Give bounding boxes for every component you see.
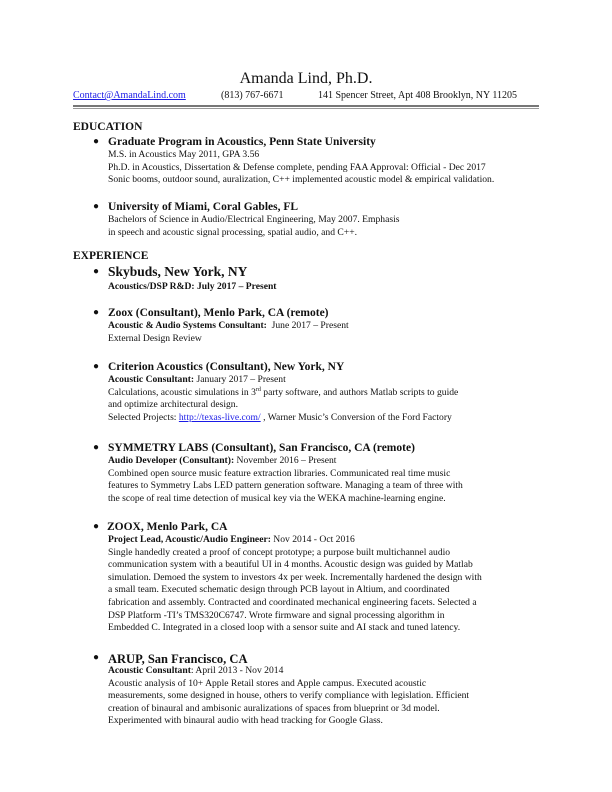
entry-title: Skybuds, New York, NY bbox=[108, 264, 248, 279]
entry-line: fabrication and assembly. Contracted and coordinated mechanical engineering facets. Selected a bbox=[108, 596, 477, 608]
bullet-icon: ● bbox=[93, 442, 100, 453]
bullet-icon: ● bbox=[93, 266, 100, 277]
entry-role: Acoustic Consultant bbox=[108, 665, 191, 676]
entry-line: simulation. Demoed the system to investors 4x per week. Incrementally hardened the design with bbox=[108, 571, 482, 583]
entry-line: M.S. in Acoustics May 2011, GPA 3.56 bbox=[108, 149, 260, 160]
entry-line bbox=[108, 412, 458, 425]
entry-title: University of Miami, Coral Gables, FL bbox=[108, 201, 299, 213]
entry-title: ZOOX, Menlo Park, CA bbox=[107, 521, 228, 533]
entry-line: Bachelors of Science in Audio/Electrical Engineering, May 2007. Emphasis bbox=[108, 214, 400, 225]
entry-line: Sonic booms, outdoor sound, auralization, C++ implemented acoustic model & empirical validation. bbox=[108, 174, 495, 186]
entry-line: Acoustic analysis of 10+ Apple Retail stores and Apple campus. Executed acoustic bbox=[108, 677, 427, 689]
education-heading: EDUCATION bbox=[73, 121, 143, 133]
header-rule bbox=[73, 105, 539, 107]
entry-line: Embedded C. Integrated in a closed loop with a sensor suite and AI stack and tuned latency. bbox=[108, 622, 461, 634]
bullet-icon: ● bbox=[93, 652, 100, 663]
entry-role: Acoustic Consultant: bbox=[108, 374, 195, 385]
resume-name: Amanda Lind, Ph.D. bbox=[239, 70, 373, 87]
entry-role: Audio Developer (Consultant): bbox=[108, 455, 235, 466]
entry-dates: Nov 2014 - Oct 2016 bbox=[270, 534, 355, 545]
entry-dates: November 2016 – Present bbox=[234, 455, 337, 466]
entry-line: the scope of real time detection of musical key via the WEKA machine-learning engine. bbox=[108, 492, 446, 504]
entry-line: Ph.D. in Acoustics, Dissertation & Defense complete, pending FAA Approval: Official - Dec 2017 bbox=[108, 161, 486, 173]
entry-title: ARUP, San Francisco, CA bbox=[108, 652, 248, 666]
entry-role: Project Lead, Acoustic/Audio Engineer: bbox=[108, 534, 271, 545]
bullet-icon: ● bbox=[93, 136, 100, 147]
entry-line: Combined open source music feature extraction libraries. Communicated real time music bbox=[108, 467, 451, 479]
bullet-icon: ● bbox=[93, 521, 100, 532]
entry-line: Single handedly created a proof of concept prototype; a purpose built multichannel audio bbox=[108, 546, 451, 558]
contact-line bbox=[73, 90, 539, 103]
bullet-icon: ● bbox=[93, 201, 100, 212]
bullet-icon: ● bbox=[93, 361, 100, 372]
entry-line: and optimize architectural design. bbox=[108, 399, 238, 411]
entry-line: creation of binaural and ambisonic auralizations of spaces from blueprint or 3d model. bbox=[108, 702, 440, 714]
entry-role: Acoustic & Audio Systems Consultant: bbox=[108, 320, 267, 331]
entry-dates: : April 2013 - Nov 2014 bbox=[190, 665, 284, 676]
texas-live-link[interactable]: http://texas-live.com/ bbox=[178, 411, 261, 423]
entry-title: Criterion Acoustics (Consultant), New York, NY bbox=[108, 361, 345, 373]
address: 141 Spencer Street, Apt 408 Brooklyn, NY 11205 bbox=[318, 90, 517, 101]
entry-title: Zoox (Consultant), Menlo Park, CA (remote) bbox=[108, 307, 329, 319]
phone: (813) 767-6671 bbox=[221, 90, 284, 101]
entry-line: measurements, some designed in house, others to verify compliance with legislation. Efficient bbox=[108, 690, 470, 702]
projects-rest: , Warner Music’s Conversion of the Ford Factory bbox=[260, 411, 452, 423]
text: Calculations, acoustic simulations in 3 bbox=[108, 386, 256, 398]
entry-line: Experimented with binaural audio with head tracking for Google Glass. bbox=[108, 715, 383, 727]
text: party software, and authors Matlab scripts to guide bbox=[260, 386, 459, 398]
experience-heading: EXPERIENCE bbox=[73, 250, 149, 262]
entry-line: communication system with a beautiful UI in 4 months. Acoustic design was guided by Matlab bbox=[108, 559, 473, 571]
entry-dates: January 2017 – Present bbox=[194, 374, 286, 385]
entry-line: in speech and acoustic signal processing, spatial audio, and C++. bbox=[108, 226, 358, 238]
entry-title: SYMMETRY LABS (Consultant), San Francisco, CA (remote) bbox=[108, 442, 415, 454]
entry-line: External Design Review bbox=[108, 332, 202, 344]
entry-line: DSP Platform -TI’s TMS320C6747. Wrote firmware and signal processing algorithm in bbox=[108, 609, 445, 621]
entry-role: Acoustics/DSP R&D: July 2017 – Present bbox=[108, 281, 277, 292]
entry-line: features to Symmetry Labs LED pattern generation software. Managing a team of three with bbox=[108, 480, 463, 492]
header-rule-thin bbox=[73, 108, 539, 109]
email-link[interactable]: Contact@AmandaLind.com bbox=[73, 90, 186, 101]
entry-line bbox=[108, 387, 458, 400]
superscript: rd bbox=[255, 386, 261, 393]
projects-label: Selected Projects: bbox=[108, 411, 179, 423]
entry-title: Graduate Program in Acoustics, Penn State University bbox=[108, 136, 376, 148]
entry-dates: June 2017 – Present bbox=[266, 320, 349, 331]
bullet-icon: ● bbox=[93, 307, 100, 318]
entry-line: a small team. Executed schematic design through PCB layout in Altium, and coordinated bbox=[108, 584, 450, 596]
